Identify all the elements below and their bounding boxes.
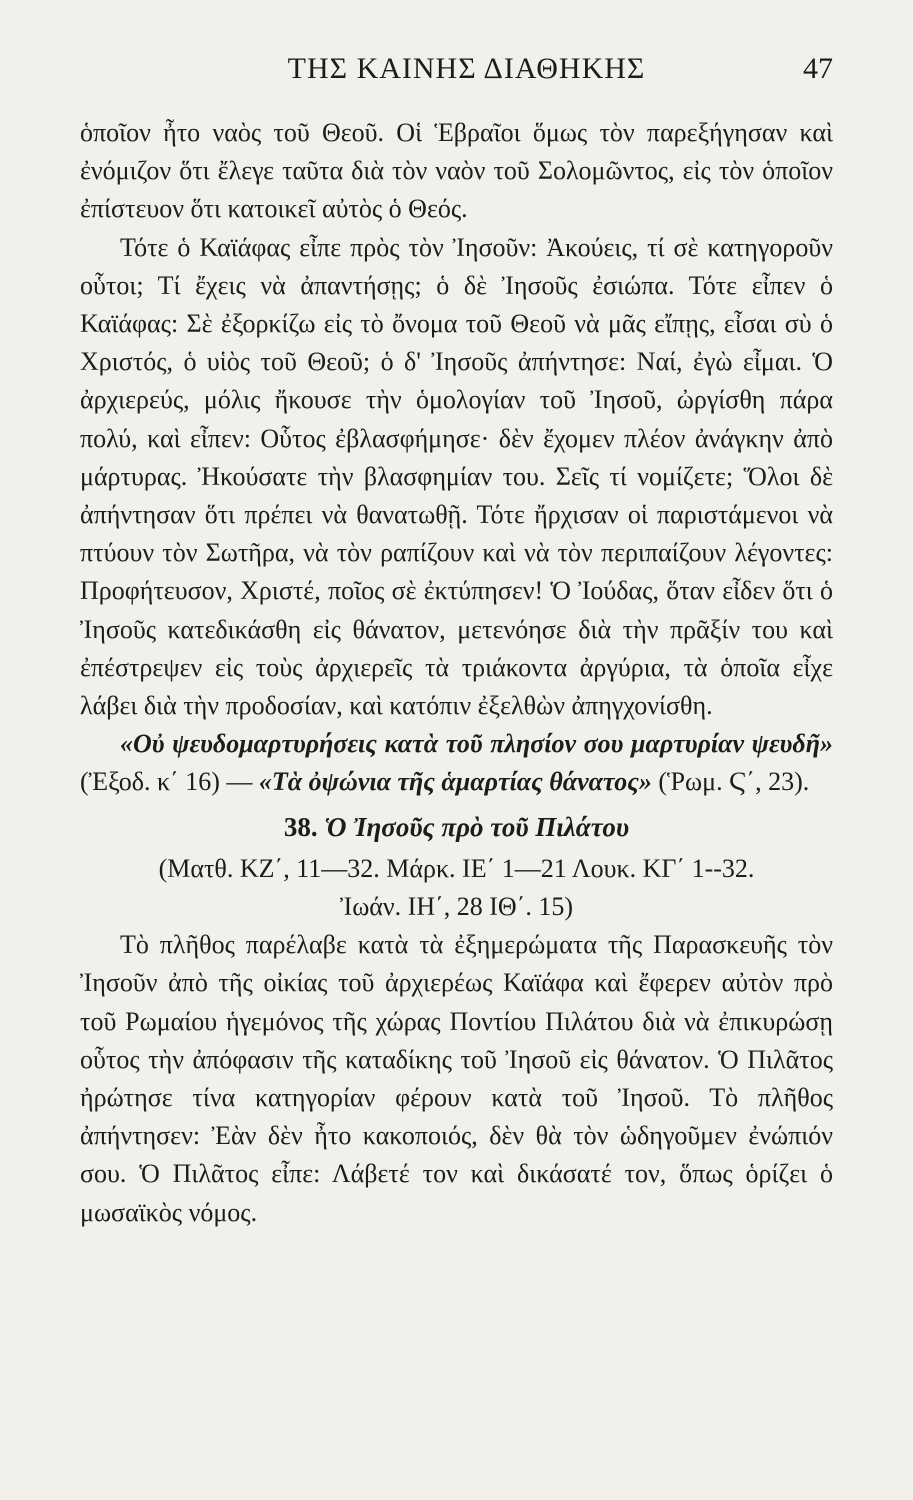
paragraph-pilate: Τὸ πλῆθος παρέλαβε κατὰ τὰ ἐξημερώματα τῆς Παρασκευῆς τὸν Ἰησοῦν ἀπὸ τῆς οἰκίας τοῦ ἀρχιερέως Καϊάφα καὶ ἔφερεν αὐτὸν πρὸ τοῦ Ρωμαίου ἡγεμόνος τῆς χώρας Ποντίου Πιλάτου διὰ νὰ ἐπικυρώσῃ οὗτος τὴν ἀπόφασιν τῆς καταδίκης τοῦ Ἰησοῦ εἰς θάνατον. Ὁ Πιλᾶτος ἠρώτησε τίνα κατηγορίαν φέρουν κατὰ τοῦ Ἰησοῦ. Τὸ πλῆθος ἀπήντησεν: Ἐὰν δὲν ἦτο κακοποιός, δὲν θὰ τὸν ὡδηγοῦμεν ἐνώπιόν σου. Ὁ Πιλᾶτος εἶπε: Λάβετέ τον καὶ δικάσατέ τον, ὅπως ὁρίζει ὁ μωσαϊκὸς νόμος.: [80, 930, 833, 1227]
main-text: [80, 114, 833, 1232]
quote-romans-ref: (Ῥωμ. Ϛ΄, 23).: [651, 767, 810, 797]
quote-romans: «Τὰ ὀψώνια τῆς ἁμαρτίας θάνατος»: [258, 767, 652, 797]
gospel-references-line1: (Ματθ. ΚΖ΄, 11—32. Μάρκ. ΙΕ΄ 1—21 Λουκ. ΚΓ΄ 1--32.: [158, 853, 755, 883]
section-heading: [80, 808, 833, 846]
page-header: [80, 52, 833, 100]
page-number: 47: [803, 52, 833, 85]
gospel-references-line2: Ἰωάν. ΙΗ΄, 28 ΙΘ΄. 15): [339, 892, 574, 922]
quote-exodus-ref: (Ἐξοδ. κ΄ 16) —: [80, 767, 259, 797]
section-number: 38.: [283, 811, 318, 842]
section-title: Ὁ Ἰησοῦς πρὸ τοῦ Πιλάτου: [324, 811, 630, 842]
quote-exodus: «Οὐ ψευδομαρτυρήσεις κατὰ τοῦ πλησίον σου μαρτυρίαν ψευδῆ»: [120, 729, 833, 759]
paragraph-caiaphas: Τότε ὁ Καϊάφας εἶπε πρὸς τὸν Ἰησοῦν: Ἀκούεις, τί σὲ κατηγοροῦν οὗτοι; Τί ἔχεις νὰ ἀπαντήσῃς; ὁ δὲ Ἰησοῦς ἐσιώπα. Τότε εἶπεν ὁ Καϊάφας: Σὲ ἐξορκίζω εἰς τὸ ὄνομα τοῦ Θεοῦ νὰ μᾶς εἴπῃς, εἶσαι σὺ ὁ Χριστός, ὁ υἱὸς τοῦ Θεοῦ; ὁ δ' Ἰησοῦς ἀπήντησε: Ναί, ἐγὼ εἶμαι. Ὁ ἀρχιερεύς, μόλις ἤκουσε τὴν ὁμολογίαν τοῦ Ἰησοῦ, ὠργίσθη πάρα πολύ, καὶ εἶπεν: Οὗτος ἐβλασφήμησε· δὲν ἔχομεν πλέον ἀνάγκην ἀπὸ μάρτυρας. Ἠκούσατε τὴν βλασφημίαν του. Σεῖς τί νομίζετε; Ὅλοι δὲ ἀπήντησαν ὅτι πρέπει νὰ θανατωθῇ. Τότε ἤρχισαν οἱ παριστάμενοι νὰ πτύουν τὸν Σωτῆρα, νὰ τὸν ραπίζουν καὶ νὰ τὸν περιπαίζουν λέγοντες: Προφήτευσον, Χριστέ, ποῖος σὲ ἐκτύπησεν! Ὁ Ἰούδας, ὅταν εἶδεν ὅτι ὁ Ἰησοῦς κατεδικάσθη εἰς θάνατον, μετενόησε διὰ τὴν πρᾶξίν του καὶ ἐπέστρεψεν εἰς τοὺς ἀρχιερεῖς τὰ τριάκοντα ἀργύρια, τὰ ὁποῖα εἶχε λάβει διὰ τὴν προδοσίαν, καὶ κατόπιν ἐξελθὼν ἀπηγχονίσθη.: [80, 232, 833, 721]
scripture-quotes: [80, 725, 833, 801]
paragraph-continuation: ὁποῖον ἦτο ναὸς τοῦ Θεοῦ. Οἱ Ἑβραῖοι ὅμως τὸν παρεξήγησαν καὶ ἐνόμιζον ὅτι ἔλεγε ταῦτα διὰ τὸν ναὸν τοῦ Σολομῶντος, εἰς τὸν ὁποῖον ἐπίστευον ὅτι κατοικεῖ αὐτὸς ὁ Θεός.: [80, 118, 833, 224]
running-head: ΤΗΣ ΚΑΙΝΗΣ ΔΙΑΘΗΚΗΣ: [287, 52, 646, 85]
